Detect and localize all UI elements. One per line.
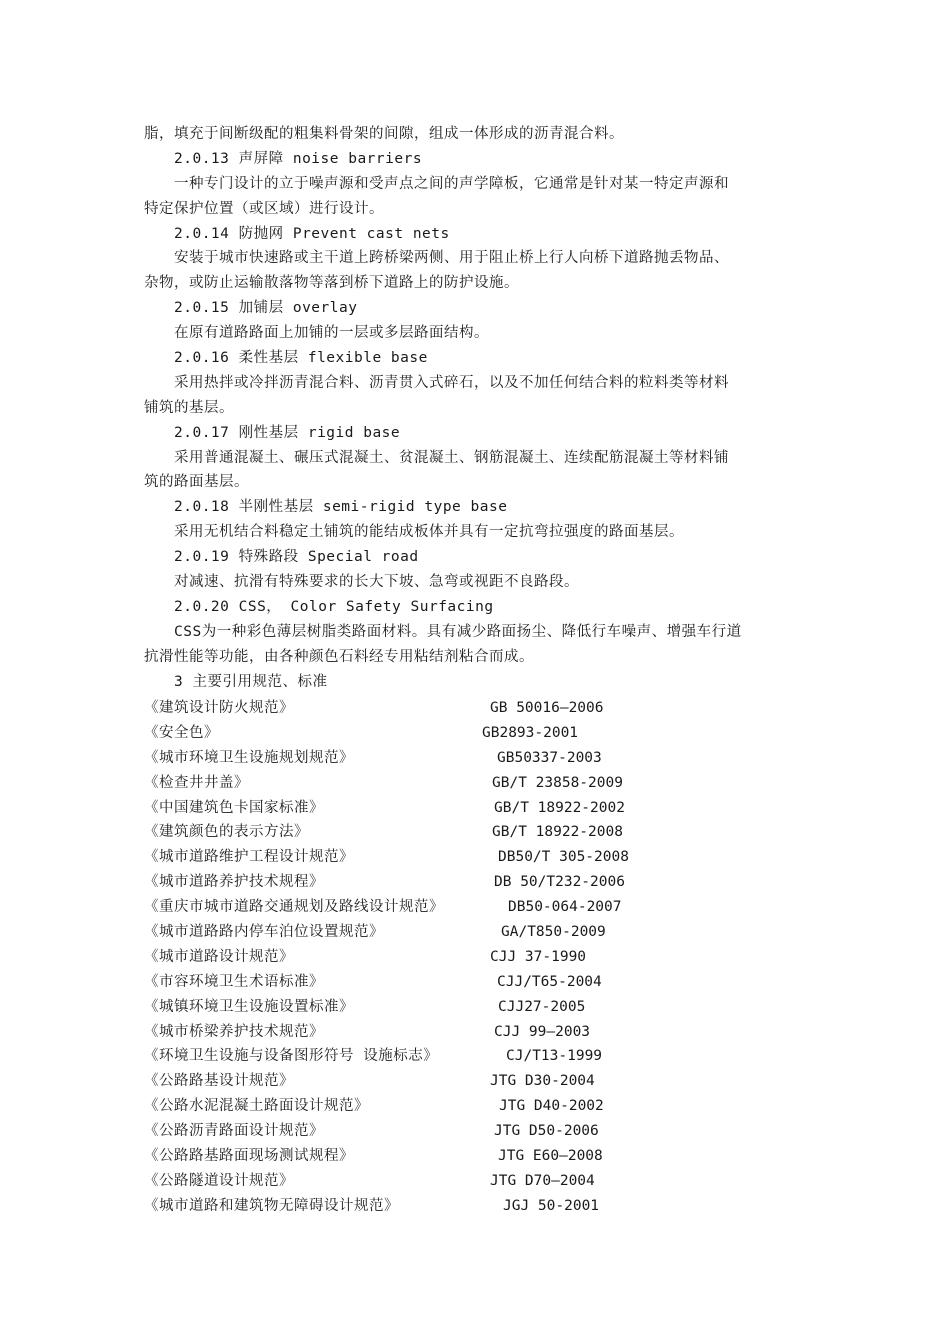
reference-row [144, 1169, 814, 1194]
text-line: 采用普通混凝土、碾压式混凝土、贫混凝土、钢筋混凝土、连续配筋混凝土等材料铺 [174, 449, 729, 466]
reference-code: CJJ 37-1990 [490, 948, 587, 965]
reference-title: 《建筑颜色的表示方法》 [144, 824, 309, 841]
reference-code: DB 50/T232-2006 [494, 874, 625, 891]
reference-code: JTG E60—2008 [498, 1148, 603, 1165]
text-line: 2.0.18 半刚性基层 semi-rigid type base [174, 499, 508, 516]
reference-title: 《公路路基路面现场测试规程》 [144, 1148, 354, 1165]
reference-title: 《城镇环境卫生设施设置标准》 [144, 998, 354, 1015]
reference-title: 《城市道路和建筑物无障碍设计规范》 [144, 1197, 399, 1214]
text-line: 2.0.16 柔性基层 flexible base [174, 350, 428, 367]
reference-code: CJJ/T65-2004 [497, 973, 602, 990]
reference-row [144, 696, 814, 721]
text-line: 对减速、抗滑有特殊要求的长大下坡、急弯或视距不良路段。 [174, 574, 579, 591]
reference-code: GB 50016—2006 [490, 700, 604, 716]
reference-row [144, 1194, 814, 1219]
reference-title: 《公路沥青路面设计规范》 [144, 1123, 324, 1140]
reference-code: CJ/T13-1999 [506, 1048, 603, 1065]
reference-code: CJJ 99—2003 [494, 1023, 591, 1040]
reference-row [144, 870, 814, 895]
text-line: 采用热拌或冷拌沥青混合料、沥青贯入式碎石，以及不加任何结合料的粒料类等材料 [174, 374, 729, 391]
text-line: 一种专门设计的立于噪声源和受声点之间的声学障板，它通常是针对某一特定声源和 [174, 175, 729, 192]
reference-title: 《城市道路维护工程设计规范》 [144, 849, 354, 866]
text-line: 2.0.19 特殊路段 Special road [174, 549, 419, 566]
text-line: 特定保护位置（或区域）进行设计。 [144, 200, 384, 217]
reference-row [144, 1144, 814, 1169]
text-line: 2.0.13 声屏障 noise barriers [174, 150, 423, 167]
text-line: 2.0.20 CSS， Color Safety Surfacing [174, 598, 494, 615]
reference-row [144, 895, 814, 920]
reference-title: 《公路隧道设计规范》 [144, 1172, 294, 1189]
reference-row [144, 845, 814, 870]
reference-code: GB50337-2003 [497, 749, 602, 766]
reference-row [144, 746, 814, 771]
glossary-section [144, 122, 814, 694]
reference-row [144, 1020, 814, 1045]
reference-row [144, 771, 814, 796]
reference-code: GB2893-2001 [482, 724, 579, 741]
reference-row [144, 1069, 814, 1094]
text-line: 2.0.14 防抛网 Prevent cast nets [174, 225, 450, 242]
reference-code: JTG D70—2004 [490, 1172, 595, 1189]
text-line: 脂，填充于间断级配的粗集料骨架的间隙，组成一体形成的沥青混合料。 [144, 126, 624, 142]
text-line: 在原有道路路面上加铺的一层或多层路面结构。 [174, 325, 489, 342]
text-line: 采用无机结合料稳定土铺筑的能结成板体并具有一定抗弯拉强度的路面基层。 [174, 524, 684, 541]
text-line: 安装于城市快速路或主干道上跨桥梁两侧、用于阻止桥上行人向桥下道路抛丢物品、 [174, 250, 729, 267]
reference-list [144, 696, 814, 1219]
text-line: 筑的路面基层。 [144, 474, 249, 491]
reference-row [144, 970, 814, 995]
reference-code: CJJ27-2005 [498, 998, 586, 1015]
reference-title: 《安全色》 [144, 724, 219, 741]
text-line: CSS为一种彩色薄层树脂类路面材料。具有减少路面扬尘、降低行车噪声、增强车行道 [174, 623, 742, 640]
reference-title: 《城市道路路内停车泊位设置规范》 [144, 924, 384, 941]
reference-code: DB50/T 305-2008 [498, 849, 629, 866]
text-line: 抗滑性能等功能，由各种颜色石料经专用粘结剂粘合而成。 [144, 648, 534, 665]
reference-code: GB/T 18922-2002 [494, 799, 625, 816]
reference-title: 《城市环境卫生设施规划规范》 [144, 749, 354, 766]
reference-row [144, 1094, 814, 1119]
reference-row [144, 796, 814, 821]
reference-code: JTG D40-2002 [499, 1098, 604, 1115]
reference-title: 《中国建筑色卡国家标准》 [144, 799, 324, 816]
reference-row [144, 945, 814, 970]
reference-title: 《重庆市城市道路交通规划及路线设计规范》 [144, 899, 444, 916]
reference-row [144, 820, 814, 845]
reference-code: DB50-064-2007 [508, 899, 622, 916]
text-line: 2.0.15 加铺层 overlay [174, 300, 358, 317]
reference-title: 《市容环境卫生术语标准》 [144, 973, 324, 990]
reference-title: 《城市道路设计规范》 [144, 948, 294, 965]
reference-title: 《公路路基设计规范》 [144, 1073, 294, 1090]
text-line: 杂物，或防止运输散落物等落到桥下道路上的防护设施。 [144, 275, 519, 292]
reference-code: GB/T 18922-2008 [492, 824, 623, 841]
reference-row [144, 721, 814, 746]
reference-code: JGJ 50-2001 [503, 1197, 600, 1214]
reference-code: JTG D50-2006 [494, 1123, 599, 1140]
reference-title: 《城市桥梁养护技术规范》 [144, 1023, 324, 1040]
reference-title: 《检查井井盖》 [144, 774, 249, 791]
reference-title: 《环境卫生设施与设备图形符号 设施标志》 [144, 1048, 439, 1065]
reference-row [144, 1119, 814, 1144]
reference-row [144, 995, 814, 1020]
reference-title: 《公路水泥混凝土路面设计规范》 [144, 1098, 369, 1115]
reference-title: 《城市道路养护技术规程》 [144, 874, 324, 891]
reference-title: 《建筑设计防火规范》 [144, 700, 294, 716]
reference-code: GA/T850-2009 [501, 924, 606, 941]
text-line: 3 主要引用规范、标准 [174, 673, 328, 690]
reference-row [144, 1044, 814, 1069]
text-line: 2.0.17 刚性基层 rigid base [174, 424, 401, 441]
text-line: 铺筑的基层。 [144, 399, 234, 416]
reference-row [144, 920, 814, 945]
reference-code: JTG D30-2004 [490, 1073, 595, 1090]
reference-code: GB/T 23858-2009 [492, 774, 623, 791]
